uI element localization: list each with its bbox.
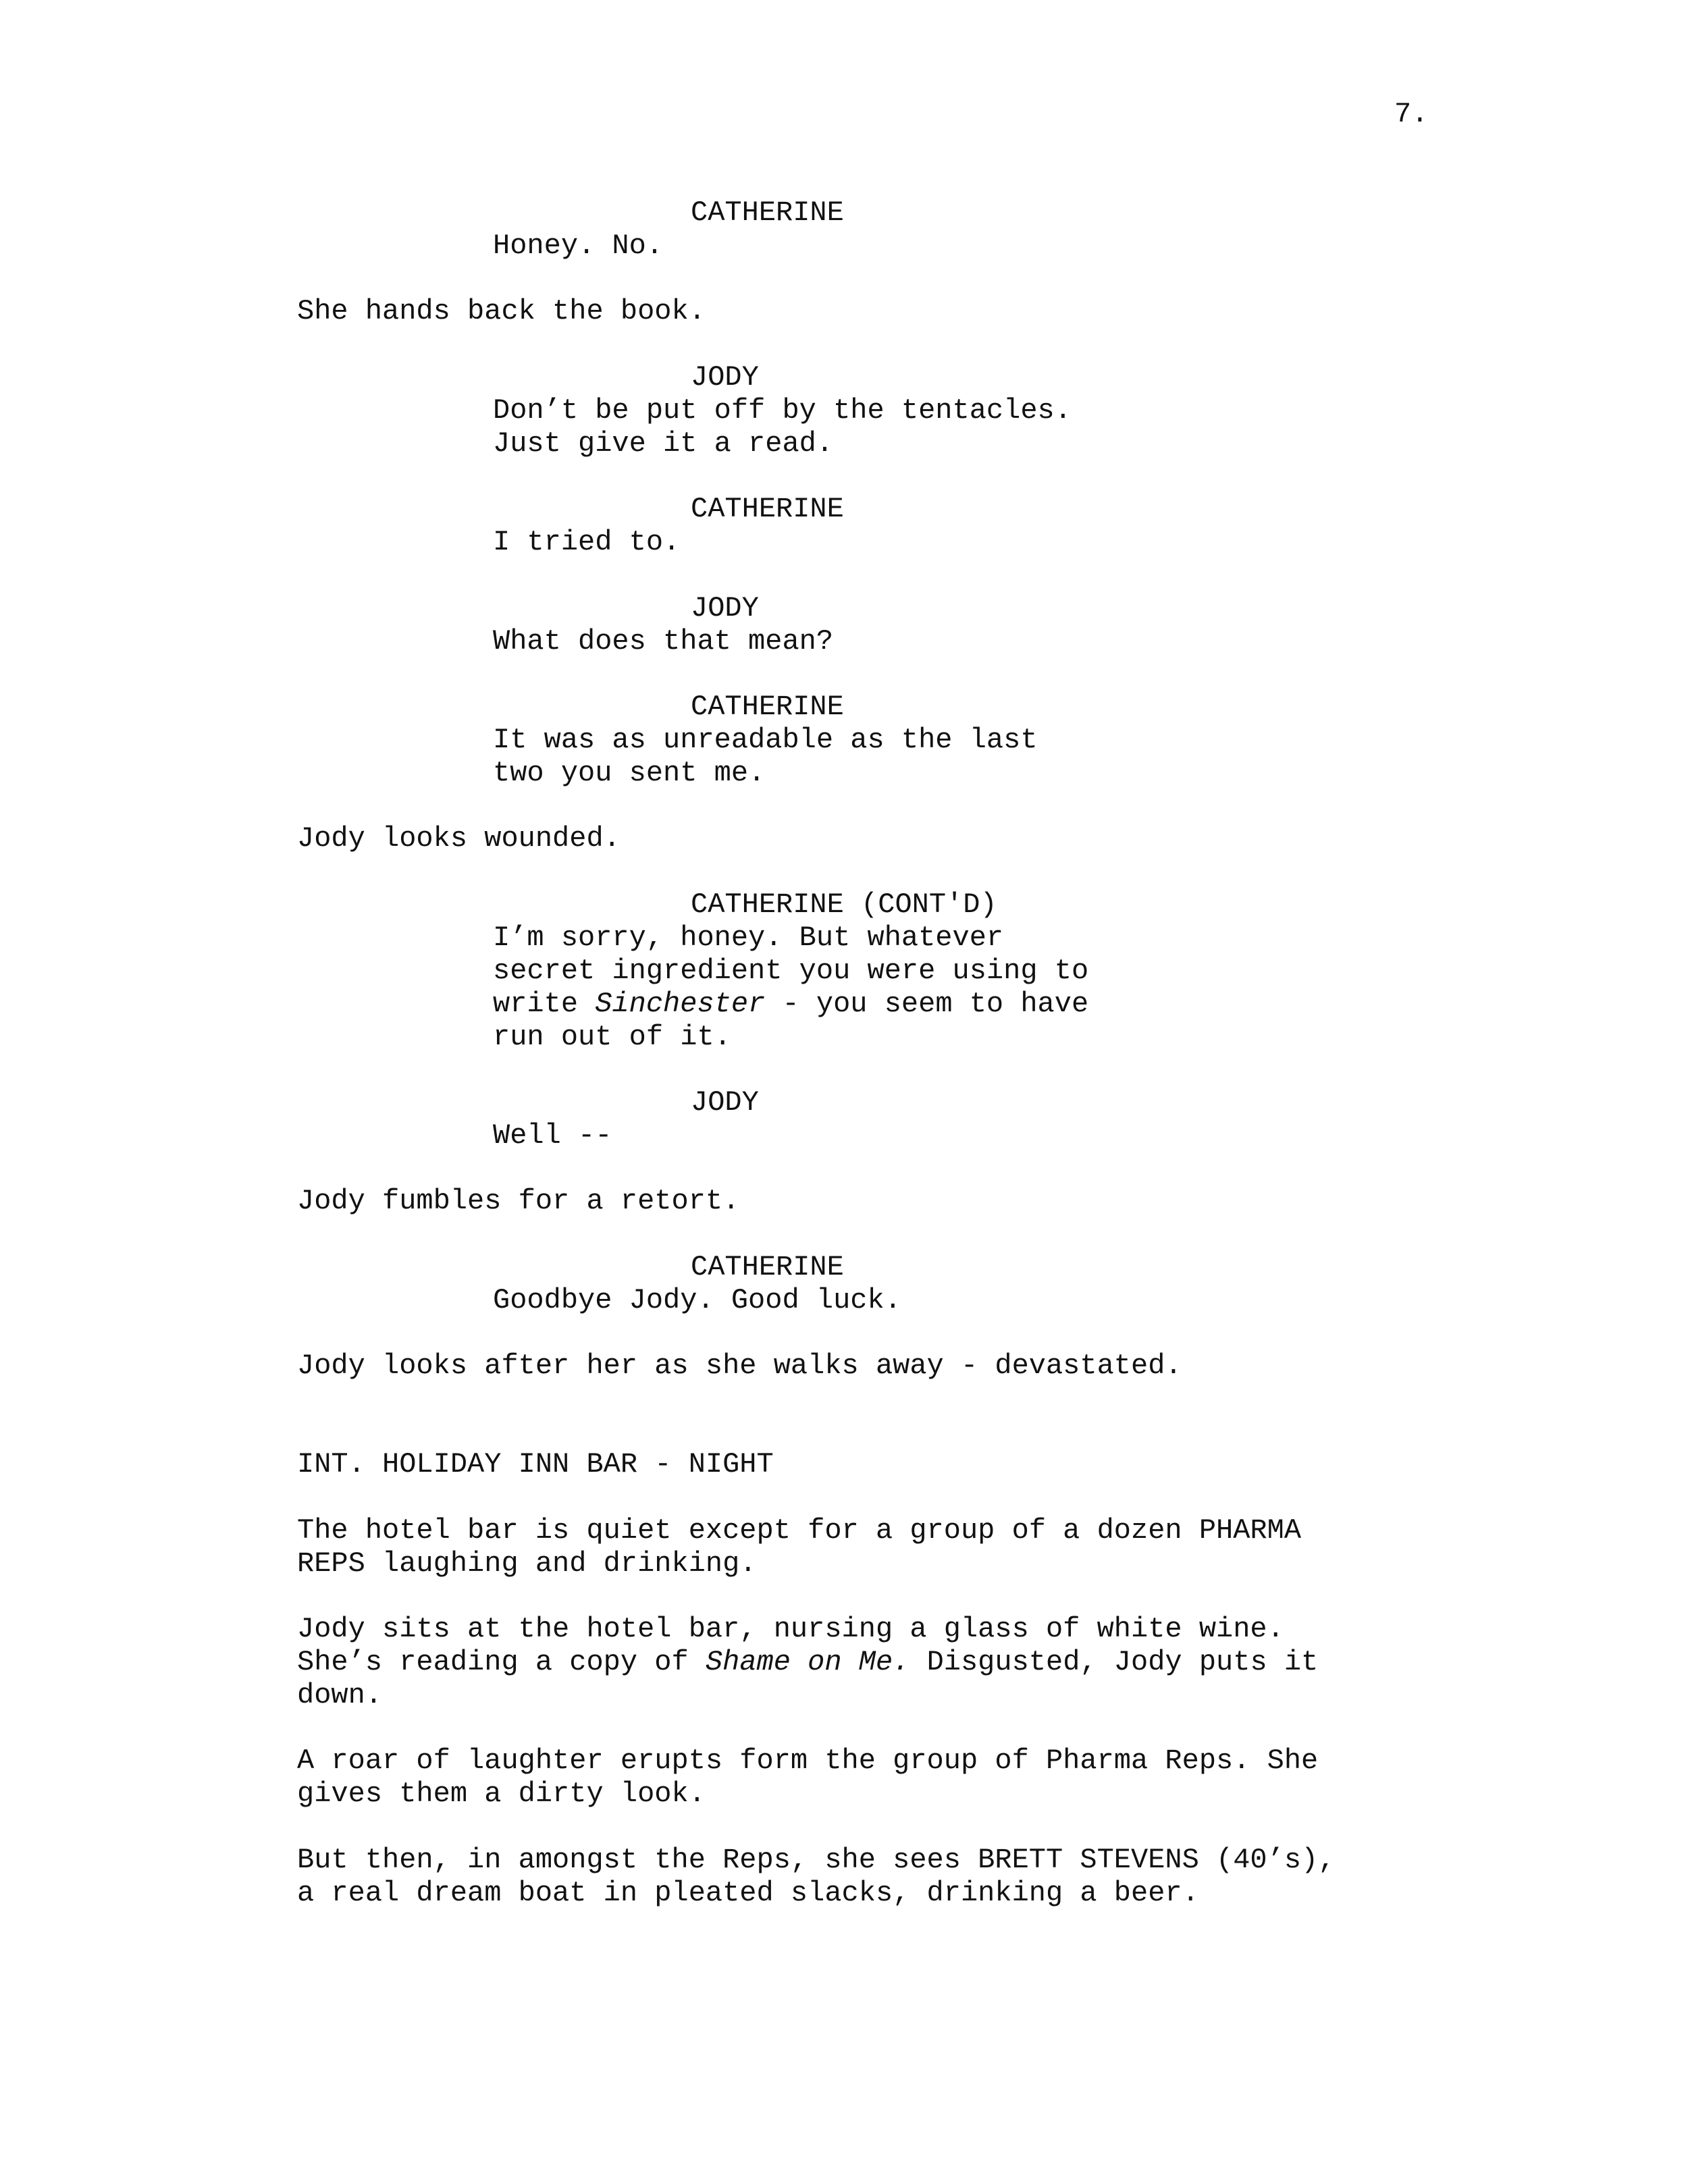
character-name: JODY xyxy=(691,592,759,624)
action-line: REPS laughing and drinking. xyxy=(297,1547,757,1580)
character-name: CATHERINE xyxy=(691,196,844,229)
character-name: CATHERINE xyxy=(691,1251,844,1283)
book-title: Shame on Me. xyxy=(705,1646,910,1678)
action-line: Jody looks wounded. xyxy=(297,822,621,855)
action-line: She hands back the book. xyxy=(297,295,706,327)
action-line xyxy=(297,1645,1318,1679)
action-line: Jody looks after her as she walks away - devastated. xyxy=(297,1350,1182,1382)
dialogue-line: I’m sorry, honey. But whatever xyxy=(493,922,1004,954)
action-line: But then, in amongst the Reps, she sees BRETT STEVENS (40’s), xyxy=(297,1844,1336,1876)
action-line: down. xyxy=(297,1679,383,1711)
page-number: 7. xyxy=(1394,98,1429,130)
action-line: a real dream boat in pleated slacks, drinking a beer. xyxy=(297,1877,1199,1909)
character-name: CATHERINE xyxy=(691,691,844,723)
dialogue-line: two you sent me. xyxy=(493,757,766,789)
dialogue-line: run out of it. xyxy=(493,1021,731,1053)
scene-heading: INT. HOLIDAY INN BAR - NIGHT xyxy=(297,1448,774,1481)
character-name: JODY xyxy=(691,361,759,394)
dialogue-line: secret ingredient you were using to xyxy=(493,955,1089,987)
action-text: She’s reading a copy of xyxy=(297,1646,706,1678)
action-text: Disgusted, Jody puts it xyxy=(909,1646,1319,1678)
character-name: JODY xyxy=(691,1086,759,1119)
dialogue-line: What does that mean? xyxy=(493,625,834,658)
dialogue-line: Don’t be put off by the tentacles. xyxy=(493,394,1072,427)
action-line: A roar of laughter erupts form the group of Pharma Reps. She xyxy=(297,1744,1319,1777)
dialogue-text: write xyxy=(493,988,596,1020)
dialogue-line: Just give it a read. xyxy=(493,427,834,460)
dialogue-line: Goodbye Jody. Good luck. xyxy=(493,1284,901,1316)
book-title: Sinchester xyxy=(595,988,766,1020)
dialogue-line xyxy=(493,987,1088,1021)
dialogue-line: It was as unreadable as the last xyxy=(493,724,1038,756)
dialogue-line: I tried to. xyxy=(493,526,681,558)
character-name: CATHERINE xyxy=(691,493,844,525)
dialogue-line: Well -- xyxy=(493,1119,612,1152)
action-line: Jody sits at the hotel bar, nursing a glass of white wine. xyxy=(297,1613,1284,1645)
action-line: gives them a dirty look. xyxy=(297,1778,706,1810)
dialogue-text: - you seem to have xyxy=(765,988,1089,1020)
action-line: The hotel bar is quiet except for a group of a dozen PHARMA xyxy=(297,1514,1302,1547)
character-name: CATHERINE (CONT'D) xyxy=(691,888,997,921)
action-line: Jody fumbles for a retort. xyxy=(297,1185,740,1217)
dialogue-line: Honey. No. xyxy=(493,230,664,262)
